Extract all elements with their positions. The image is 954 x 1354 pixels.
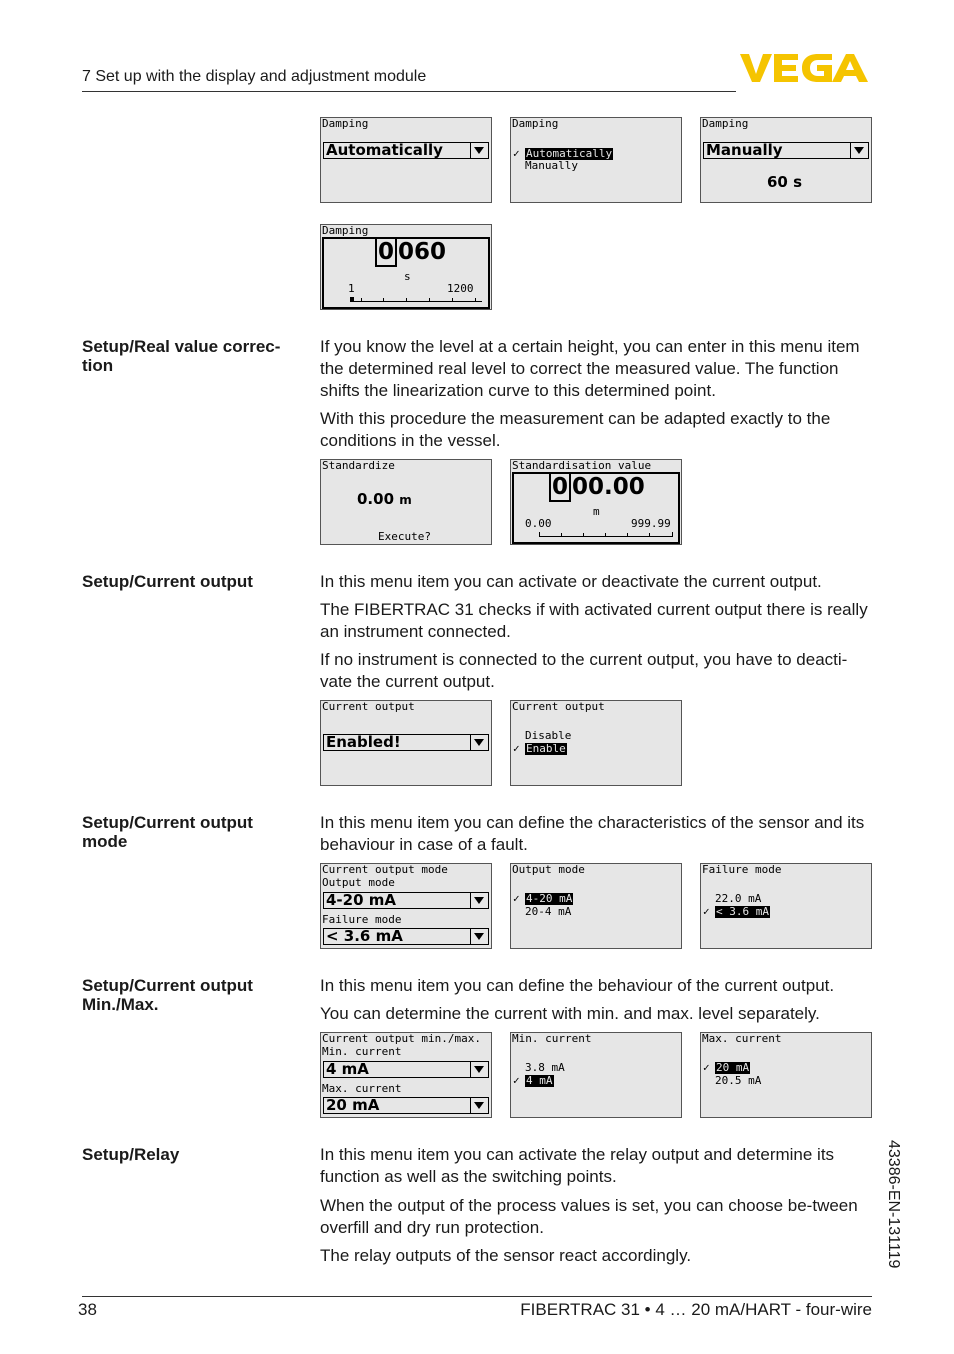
min-current-label: Min. current (322, 1045, 402, 1058)
option-4ma[interactable]: 4 mA (526, 1074, 553, 1087)
running-header: 7 Set up with the display and adjustment module (82, 68, 427, 85)
scale-marker (350, 297, 354, 301)
unit-label: s (404, 270, 411, 283)
screen-title: Damping (322, 117, 369, 130)
standardisation-value[interactable] (549, 474, 645, 500)
section-title-current-output-minmax: Setup/Current output Min./Max. (82, 976, 253, 1014)
scale-tick (561, 533, 562, 536)
screen-title: Current output (322, 700, 415, 713)
document-id-text: 43386-EN-131119 (885, 1140, 902, 1269)
paragraph: In this menu item you can activate or deactivate the current output. (320, 572, 822, 591)
damping-time: 60 s (767, 173, 803, 191)
scale-tick (583, 533, 584, 536)
damping-screen-editor (320, 224, 492, 310)
scale-tick (672, 532, 673, 536)
scale-tick (605, 533, 606, 536)
option-20ma[interactable]: 20 mA (716, 1061, 750, 1074)
chevron-down-icon (470, 143, 488, 158)
footer-product: FIBERTRAC 31 • 4 … 20 mA/HART - four-wire (520, 1300, 872, 1319)
section-title-current-output-mode: Setup/Current output mode (82, 813, 253, 851)
scale-max: 999.99 (631, 517, 671, 530)
section-title-relay: Setup/Relay (82, 1145, 180, 1164)
scale-tick (539, 532, 540, 536)
option-3-8ma[interactable]: 3.8 mA (525, 1061, 565, 1074)
check-icon: ✓ (703, 1061, 710, 1074)
check-icon: ✓ (703, 905, 710, 918)
header-rule (82, 91, 736, 92)
section-title-current-output: Setup/Current output (82, 572, 253, 591)
paragraph: You can determine the current with min. and max. level separately. (320, 1004, 820, 1023)
dropdown-value: 20 mA (326, 1096, 380, 1114)
paragraph: In this menu item you can define the behaviour of the current output. (320, 976, 835, 995)
scale-min: 0.00 (525, 517, 552, 530)
max-current-label: Max. current (322, 1082, 402, 1095)
option-manually[interactable]: Manually (525, 159, 578, 172)
paragraph: When the output of the process values is set, you can choose be-tween overfill and dry run protection. (320, 1196, 858, 1237)
paragraph: In this menu item you can activate the relay output and determine its function as well as the switching points. (320, 1145, 835, 1186)
check-icon: ✓ (513, 1074, 520, 1087)
screen-title: Output mode (512, 863, 585, 876)
scale-tick (649, 533, 650, 536)
max-current-screen (700, 1032, 872, 1118)
screen-title: Standardize (322, 459, 395, 472)
dropdown-value: 4 mA (326, 1060, 369, 1078)
scale-tick (383, 298, 384, 301)
option-enable[interactable]: Enable (526, 742, 566, 755)
dropdown-value: Enabled! (326, 733, 401, 751)
scale-min: 1 (348, 282, 355, 295)
output-mode-label: Output mode (322, 876, 395, 889)
scale-tick (406, 298, 407, 301)
chevron-down-icon (470, 1098, 488, 1113)
paragraph: In this menu item you can define the characteristics of the sensor and its behaviour in case of a fault. (320, 813, 865, 854)
scale-tick (475, 298, 476, 301)
edit-cursor: 0 (375, 237, 397, 267)
section-title-real-value: Setup/Real value correc- tion (82, 337, 281, 375)
damping-screen-options (510, 117, 682, 203)
option-4-20ma[interactable]: 4-20 mA (526, 892, 573, 905)
option-automatically[interactable]: Automatically (526, 147, 613, 160)
value-scale (350, 301, 482, 302)
standardize-screen (320, 459, 492, 545)
screen-title: Damping (702, 117, 749, 130)
dropdown-value: Automatically (326, 141, 443, 159)
dropdown-value: 4-20 mA (326, 891, 396, 909)
damping-value[interactable] (375, 239, 446, 265)
paragraph: If you know the level at a certain height, you can enter in this menu item the determined real level to correct the measured value. The function shifts the linearization curve to this determined point. (320, 337, 860, 400)
paragraph: The FIBERTRAC 31 checks if with activated current output there is really an instrument connected. (320, 600, 868, 641)
chevron-down-icon (470, 735, 488, 750)
paragraph: If no instrument is connected to the current output, you have to deacti-vate the current output. (320, 650, 848, 691)
max-current-dropdown[interactable] (323, 1097, 489, 1114)
footer-rule (82, 1296, 872, 1297)
paragraph: With this procedure the measurement can be adapted exactly to the conditions in the vessel. (320, 409, 831, 450)
scale-tick (452, 298, 453, 301)
min-current-dropdown[interactable] (323, 1061, 489, 1078)
screen-title: Current output min./max. (322, 1032, 481, 1045)
unit-label: m (593, 505, 600, 518)
option-20-4ma[interactable]: 20-4 mA (525, 905, 572, 918)
damping-screen-auto (320, 117, 492, 203)
edit-cursor: 0 (549, 472, 571, 502)
damping-dropdown[interactable] (323, 142, 489, 159)
output-mode-screen (510, 863, 682, 949)
chevron-down-icon (850, 143, 868, 158)
current-output-dropdown[interactable] (323, 734, 489, 751)
current-output-mode-screen (320, 863, 492, 949)
value-scale (539, 536, 673, 537)
current-output-minmax-screen (320, 1032, 492, 1118)
value-digits: 00.00 (572, 474, 645, 500)
standardize-value: 0.00 m (357, 490, 412, 508)
scale-tick (627, 533, 628, 536)
screen-title: Current output (512, 700, 605, 713)
current-output-screen (320, 700, 492, 786)
screen-title: Failure mode (702, 863, 782, 876)
scale-max: 1200 (447, 282, 474, 295)
document-id (874, 1140, 904, 1300)
vega-logo (740, 52, 874, 84)
failure-mode-label: Failure mode (322, 913, 402, 926)
check-icon: ✓ (513, 742, 520, 755)
damping-screen-manual (700, 117, 872, 203)
screen-title: Damping (322, 224, 369, 237)
screen-title: Max. current (702, 1032, 782, 1045)
scale-tick (361, 298, 362, 301)
current-output-options-screen (510, 700, 682, 786)
dropdown-value: Manually (706, 141, 783, 159)
check-icon: ✓ (513, 892, 520, 905)
dropdown-value: < 3.6 mA (326, 927, 403, 945)
screen-title: Damping (512, 117, 559, 130)
output-mode-dropdown[interactable] (323, 892, 489, 909)
failure-mode-screen (700, 863, 872, 949)
min-current-screen (510, 1032, 682, 1118)
paragraph: The relay outputs of the sensor react accordingly. (320, 1246, 692, 1265)
check-icon: ✓ (513, 147, 520, 160)
option-disable[interactable]: Disable (525, 729, 572, 742)
execute-prompt[interactable]: Execute? (378, 530, 431, 543)
option-22ma[interactable]: 22.0 mA (715, 892, 762, 905)
chevron-down-icon (470, 1062, 488, 1077)
screen-title: Current output mode (322, 863, 448, 876)
screen-title: Min. current (512, 1032, 592, 1045)
option-less-3-6ma[interactable]: < 3.6 mA (716, 905, 769, 918)
value-digits: 060 (398, 239, 447, 265)
standardisation-value-screen (510, 459, 682, 545)
option-20-5ma[interactable]: 20.5 mA (715, 1074, 762, 1087)
failure-mode-dropdown[interactable] (323, 928, 489, 945)
chevron-down-icon (470, 929, 488, 944)
page-number: 38 (78, 1300, 97, 1319)
damping-dropdown[interactable] (703, 142, 869, 159)
screen-title: Standardisation value (512, 459, 652, 472)
scale-tick (429, 298, 430, 301)
chevron-down-icon (470, 893, 488, 908)
